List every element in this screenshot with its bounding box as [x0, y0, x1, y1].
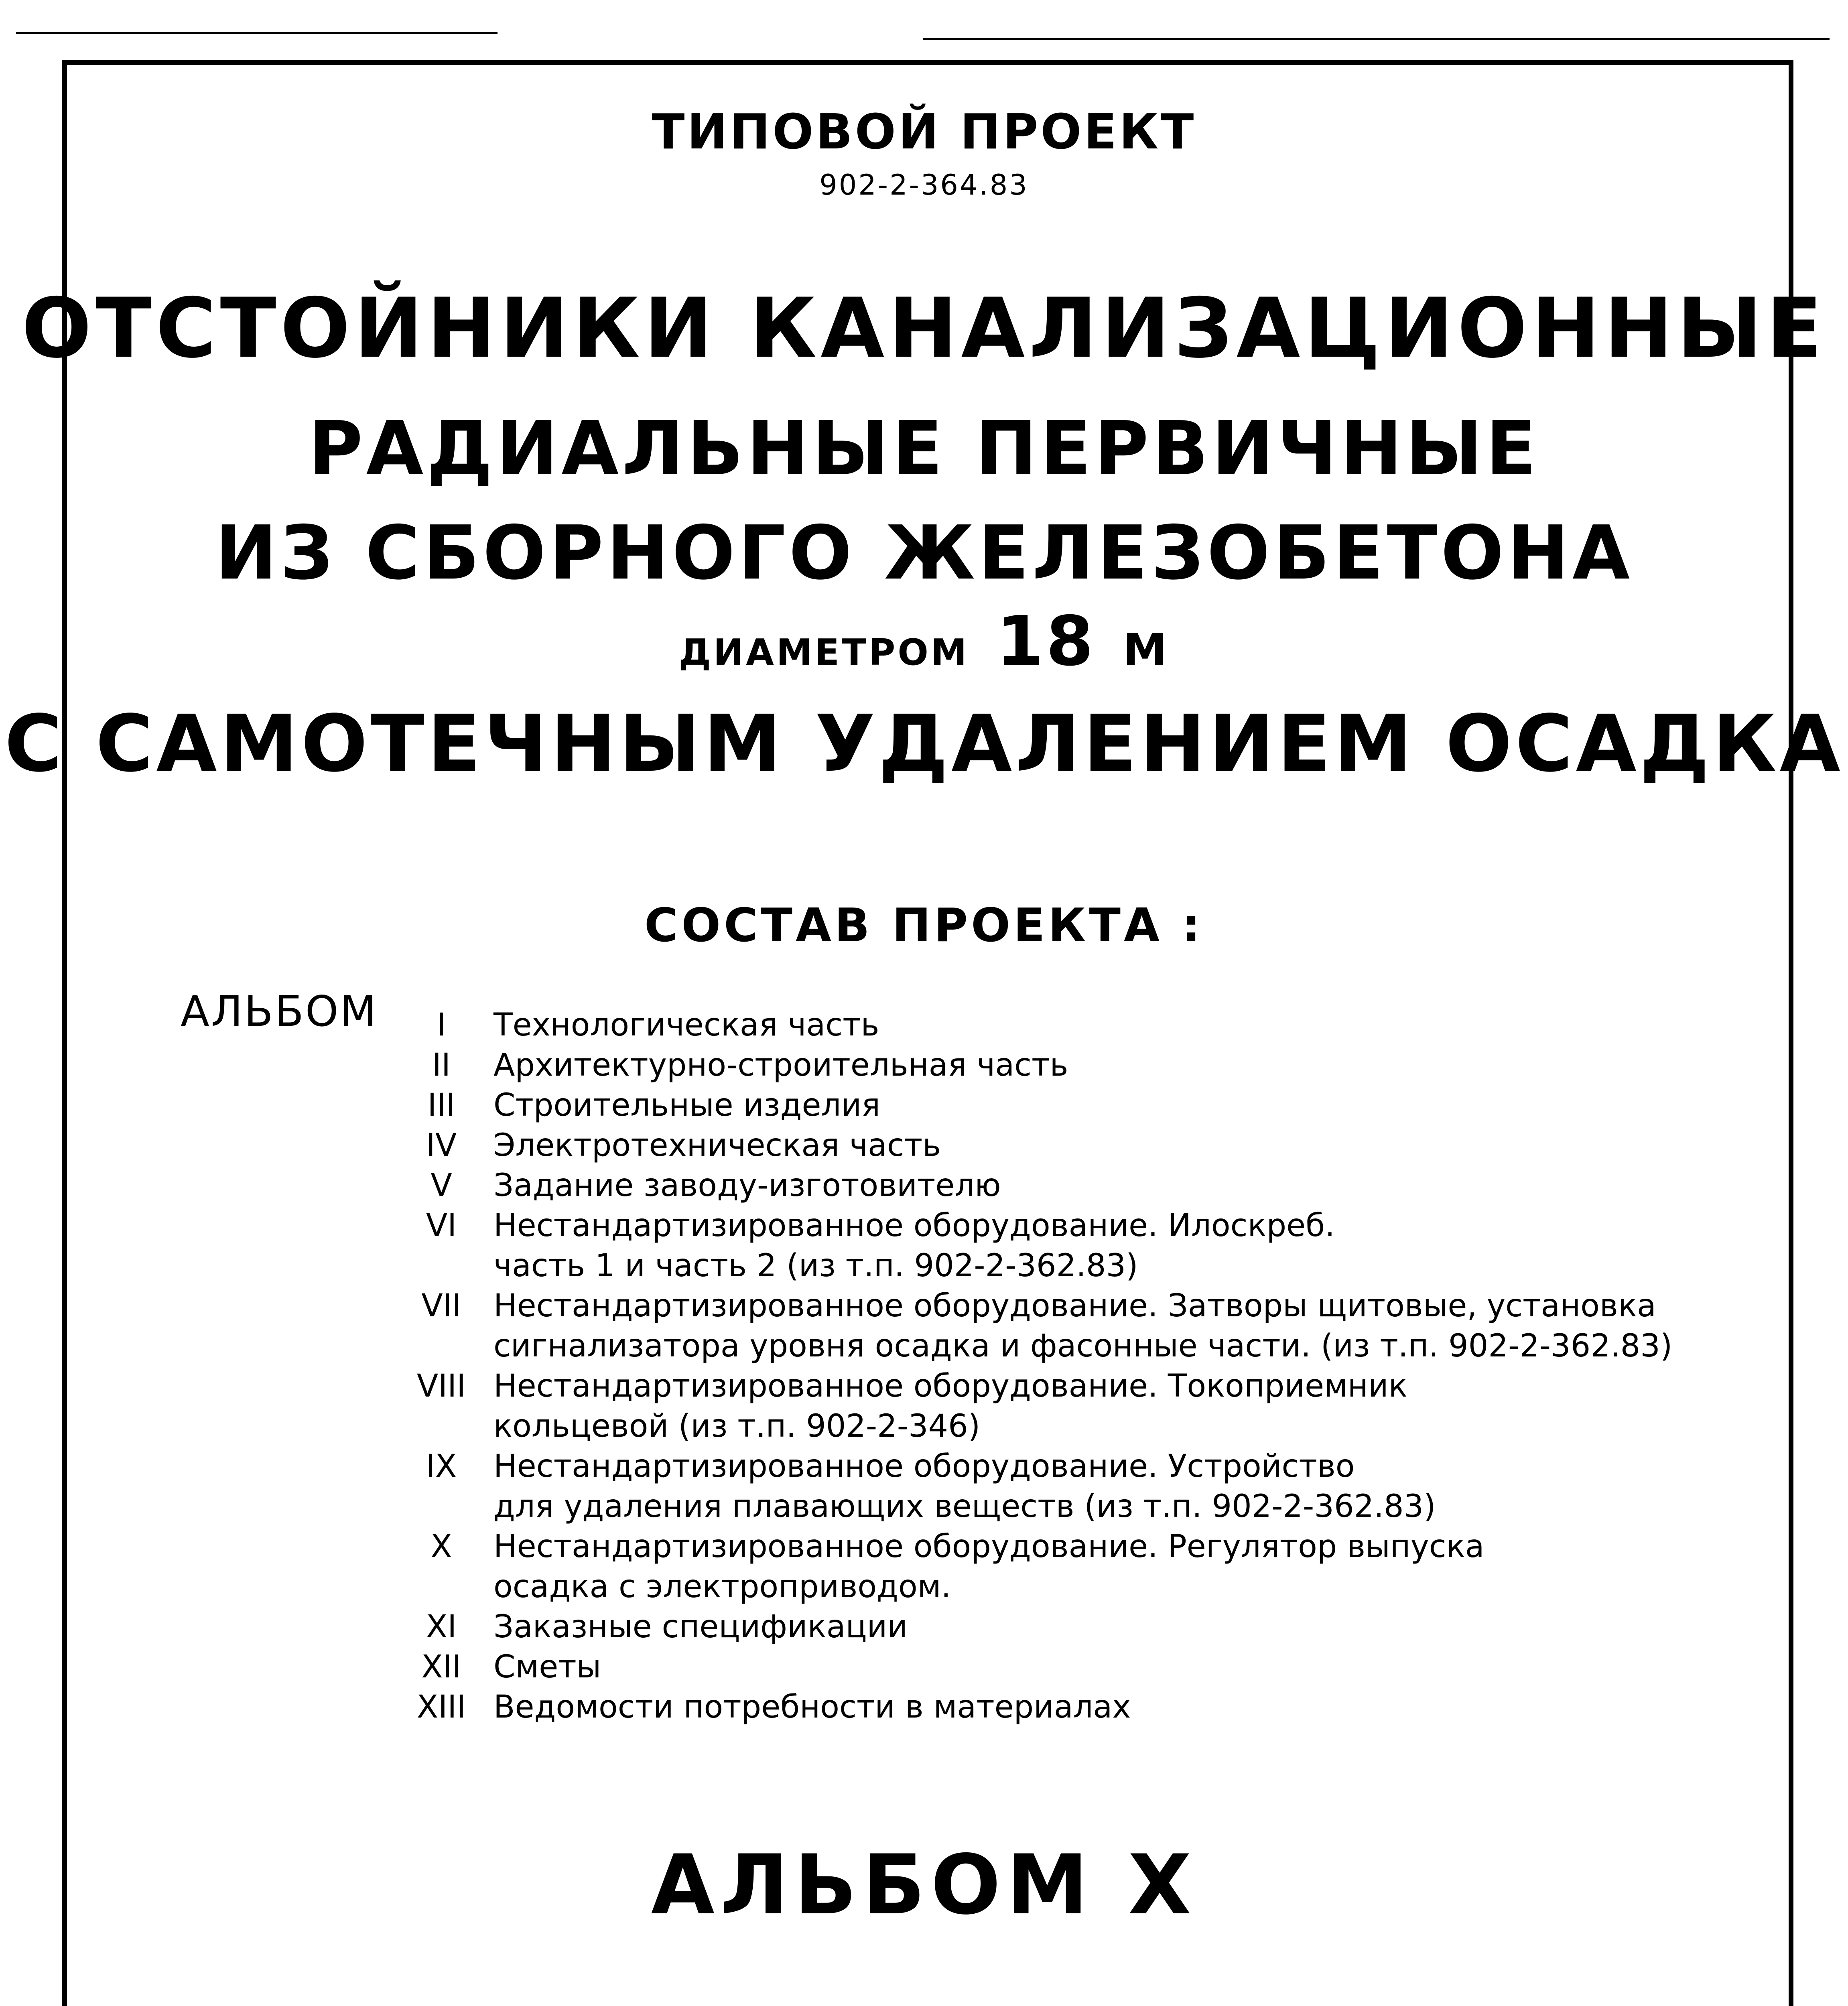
- top-rule-left: [16, 32, 498, 34]
- album-item-text: Технологическая часть: [493, 1007, 879, 1043]
- album-item-text: кольцевой (из т.п. 902-2-346): [493, 1408, 981, 1444]
- album-item-number: IX: [426, 1448, 457, 1484]
- title-line-4: [0, 602, 1848, 681]
- album-item-number: V: [431, 1167, 452, 1204]
- album-item-number: VII: [421, 1288, 461, 1324]
- album-item-text: Нестандартизированное оборудование. Илоскреб.: [493, 1208, 1335, 1244]
- album-item-number: III: [427, 1087, 455, 1123]
- album-item-text: Сметы: [493, 1649, 601, 1685]
- album-item-text: сигнализатора уровня осадка и фасонные части. (из т.п. 902-2-362.83): [493, 1328, 1673, 1364]
- composition-label: АЛЬБОМ: [181, 987, 378, 1036]
- project-code: 902-2-364.83: [819, 169, 1029, 201]
- album-item-text: Нестандартизированное оборудование. Устройство: [493, 1448, 1355, 1484]
- album-item-number: II: [432, 1047, 451, 1083]
- album-item-text: часть 1 и часть 2 (из т.п. 902-2-362.83): [493, 1248, 1138, 1284]
- album-item-text: Нестандартизированное оборудование. Затворы щитовые, установка: [493, 1288, 1656, 1324]
- diameter-prefix: ДИАМЕТРОМ: [678, 631, 969, 674]
- album-item-text: Строительные изделия: [493, 1087, 880, 1123]
- album-item-number: VI: [426, 1208, 457, 1244]
- album-item-text: Задание заводу-изготовителю: [493, 1167, 1001, 1204]
- album-item-text: Нестандартизированное оборудование. Регулятор выпуска: [493, 1529, 1484, 1565]
- album-item-number: VIII: [416, 1368, 466, 1404]
- title-line-3: ИЗ СБОРНОГО ЖЕЛЕЗОБЕТОНА: [215, 510, 1633, 596]
- album-item-text: Электротехническая часть: [493, 1127, 941, 1163]
- title-line-5: С САМОТЕЧНЫМ УДАЛЕНИЕМ ОСАДКА: [4, 698, 1844, 789]
- diameter-unit: М: [1123, 624, 1170, 675]
- album-item-text: Заказные спецификации: [493, 1609, 908, 1645]
- album-item-number: XIII: [416, 1689, 466, 1725]
- title-line-2: РАДИАЛЬНЫЕ ПЕРВИЧНЫЕ: [308, 405, 1540, 492]
- album-item-number: X: [431, 1529, 452, 1565]
- title-line-1: ОТСТОЙНИКИ КАНАЛИЗАЦИОННЫЕ: [21, 281, 1827, 376]
- composition-heading: СОСТАВ ПРОЕКТА :: [644, 899, 1204, 952]
- album-item-number: I: [437, 1007, 446, 1043]
- album-item-number: XI: [426, 1609, 457, 1645]
- top-rule-right: [923, 38, 1830, 40]
- album-item-text: Архитектурно-строительная часть: [493, 1047, 1068, 1083]
- album-item-text: для удаления плавающих веществ (из т.п. 902-2-362.83): [493, 1488, 1436, 1525]
- project-kicker: ТИПОВОЙ ПРОЕКТ: [652, 104, 1196, 160]
- album-item-text: осадка с электроприводом.: [493, 1569, 951, 1605]
- album-item-text: Ведомости потребности в материалах: [493, 1689, 1131, 1725]
- album-item-text: Нестандартизированное оборудование. Токоприемник: [493, 1368, 1407, 1404]
- album-title: АЛЬБОМ X: [651, 1837, 1197, 1933]
- album-item-number: XII: [421, 1649, 461, 1685]
- diameter-value: 18: [996, 602, 1096, 681]
- album-item-number: IV: [426, 1127, 457, 1163]
